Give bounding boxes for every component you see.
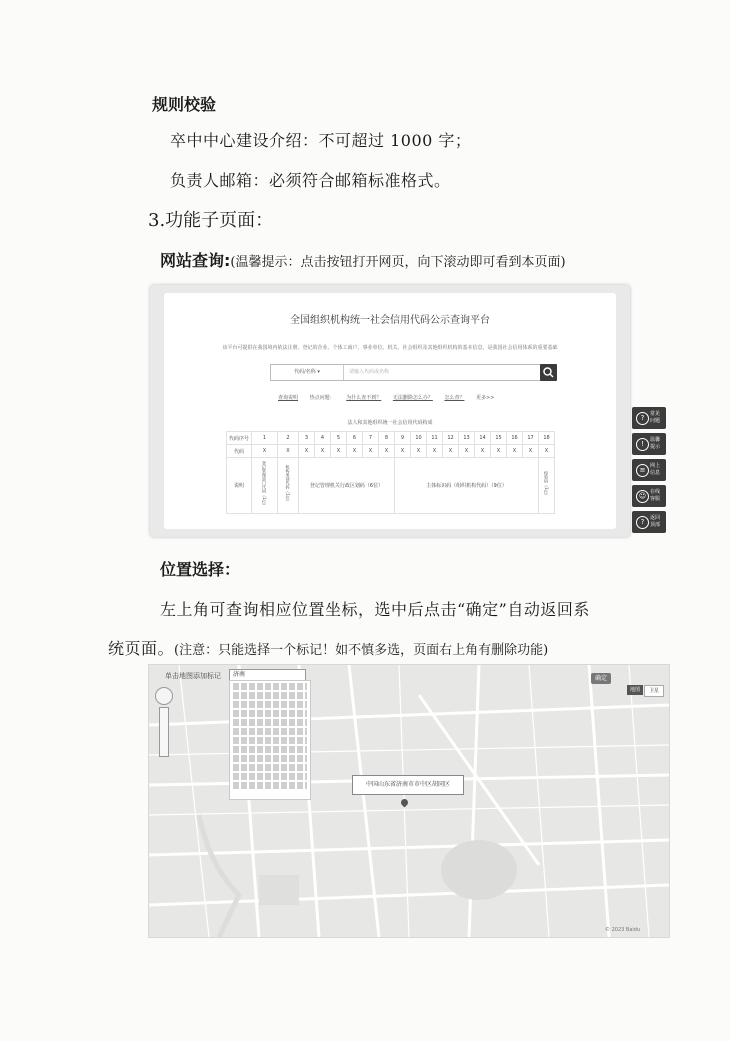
online-info-side-button[interactable] [632,459,666,481]
code-placeholder-cell: X [315,445,331,458]
code-placeholder-cell: X [395,445,411,458]
code-placeholder-cell: X [379,445,395,458]
back-top-side-button[interactable] [632,511,666,533]
explain-cell-dept: 登记管理部门代码（1位） [252,458,278,514]
column-index-cell: 13 [459,432,475,445]
link-more[interactable]: 更多>> [476,395,495,401]
map-zoom-slider[interactable] [159,707,169,757]
website-query-hint: (温馨提示：点击按钮打开网页，向下滚动即可看到本页面) [230,255,566,270]
code-table-caption: 法人和其他组织统一社会信用代码构成 [347,420,433,426]
map-layer-button[interactable]: 地图 [627,685,643,695]
link-hot-questions: 热点问题： [309,395,335,401]
code-placeholder-cell: X [331,445,347,458]
website-query-label: 网站查询 [160,251,225,270]
rules-heading: 规则校验 [152,95,217,114]
code-placeholder-cell: X [523,445,539,458]
column-index-cell: 16 [507,432,523,445]
code-placeholder-cell: X [491,445,507,458]
question-icon: ? [636,412,649,425]
arrow-up-icon: ? [636,516,649,529]
rule-intro-length: 卒中中心建设介绍：不可超过 1000 字； [170,131,472,150]
code-placeholder-cell: X [299,445,315,458]
side-button-label: 网上信息 [650,463,661,476]
document-icon: ≡ [636,464,649,477]
link-how-to-query[interactable]: 怎么查？ [444,395,465,401]
code-placeholder-cell: X [363,445,379,458]
explain-cell-check: 校验码（1位） [539,458,555,514]
column-index-cell: 3 [299,432,315,445]
platform-description: 该平台可提供在我国境内依法注册、登记的企业、个体工商户、事业单位、机关、社会组织及其他组织机构的基本信息，是我国社会信用体系的重要基础 [222,345,558,351]
column-index-cell: 7 [363,432,379,445]
location-desc-line2: 统页面。(注意：只能选择一个标记！如不慎多选，页面右上角有删除功能) [108,639,549,658]
code-placeholder-cell: X [278,445,299,458]
column-index-cell: 18 [539,432,555,445]
column-index-cell: 10 [411,432,427,445]
code-placeholder-cell: X [459,445,475,458]
platform-title: 全国组织机构统一社会信用代码公示查询平台 [290,315,490,326]
service-side-button[interactable] [632,485,666,507]
code-placeholder-cell: X [475,445,491,458]
code-placeholder-cell: X [427,445,443,458]
map-canvas[interactable] [149,665,669,937]
explain-cell-region: 登记管理机关行政区划码（6位） [299,458,395,514]
platform-search-button[interactable] [540,364,557,381]
code-name-select[interactable]: 代码/名称 ▾ [271,365,344,380]
row-label-code: 代码 [227,445,252,458]
map-screenshot [148,664,670,938]
map-search-results[interactable] [229,680,311,800]
map-title: 单击地图添加标记 [165,672,221,680]
column-index-cell: 9 [395,432,411,445]
side-button-label: 在线客服 [650,489,661,502]
link-cannot-delete[interactable]: 无法删除怎么办？ [392,395,433,401]
credit-code-platform-screenshot [150,285,630,537]
side-button-label: 常见问题 [650,411,661,424]
tips-side-button[interactable] [632,433,666,455]
location-popup: 中国山东省济南市市中区胡同区 [352,775,464,795]
column-index-cell: 6 [347,432,363,445]
location-note: (注意：只能选择一个标记！如不慎多选，页面右上角有删除功能) [174,643,549,658]
platform-search-input[interactable]: 请输入代码或名称 [349,369,390,375]
row-label-index: 代码序号 [227,432,252,445]
explain-cell-category: 机构类别代码（1位） [278,458,299,514]
column-index-cell: 8 [379,432,395,445]
platform-page [164,293,616,529]
column-index-cell: 15 [491,432,507,445]
map-confirm-button[interactable]: 确定 [591,673,611,684]
code-structure-table [226,431,555,514]
link-query-help[interactable]: 查询说明 [278,395,299,401]
explain-cell-subject: 主体标识码（组织机构代码）（9位） [395,458,539,514]
code-placeholder-cell: X [443,445,459,458]
column-index-cell: 1 [252,432,278,445]
map-search-input[interactable]: 济南 [229,669,306,681]
code-placeholder-cell: X [252,445,278,458]
side-button-label: 返回顶部 [650,515,661,528]
code-placeholder-cell: X [539,445,555,458]
search-icon [540,364,557,381]
platform-search-bar [270,364,542,381]
lightbulb-icon: ! [636,438,649,451]
user-icon: ☺ [636,490,649,503]
satellite-layer-button[interactable]: 卫星 [644,685,664,697]
side-button-label: 温馨提示 [650,437,661,450]
platform-links [278,394,504,401]
map-copyright: © 2023 Baidu [605,927,641,933]
column-index-cell: 12 [443,432,459,445]
link-why-not-found[interactable]: 为什么查不到？ [346,395,382,401]
rule-email-format: 负责人邮箱：必须符合邮箱标准格式。 [170,171,451,190]
column-index-cell: 5 [331,432,347,445]
website-query-line: 网站查询:(温馨提示：点击按钮打开网页，向下滚动即可看到本页面) [160,251,566,270]
code-placeholder-cell: X [347,445,363,458]
map-pan-control[interactable] [155,687,173,705]
column-index-cell: 14 [475,432,491,445]
row-label-explain: 说明 [227,458,252,514]
code-placeholder-cell: X [507,445,523,458]
code-placeholder-cell: X [411,445,427,458]
subpages-heading: 3.功能子页面： [148,210,274,231]
faq-side-button[interactable] [632,407,666,429]
column-index-cell: 11 [427,432,443,445]
column-index-cell: 4 [315,432,331,445]
column-index-cell: 17 [523,432,539,445]
location-heading: 位置选择： [160,560,241,579]
location-desc-line1: 左上角可查询相应位置坐标，选中后点击“确定”自动返回系 [160,600,590,619]
column-index-cell: 2 [278,432,299,445]
